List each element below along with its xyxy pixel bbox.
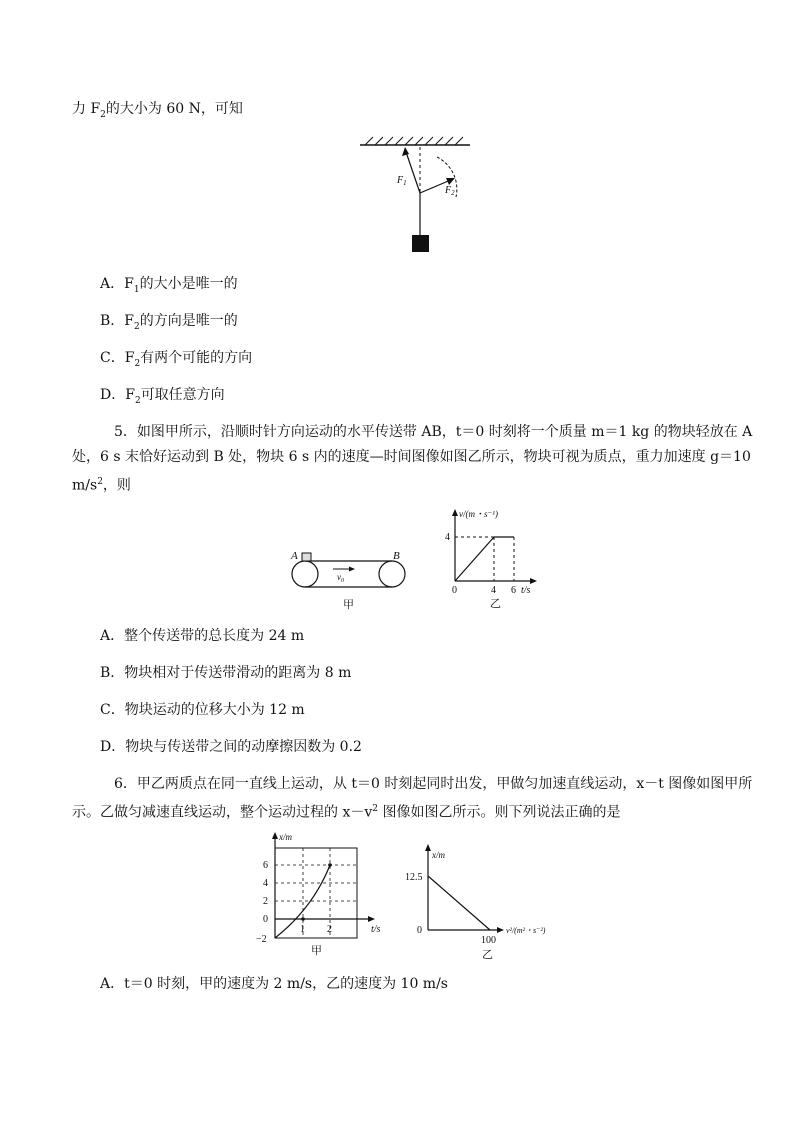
tick-0: 0 [263, 914, 268, 925]
tick-v4: 4 [445, 532, 450, 543]
f2-label: $F_2$ [445, 185, 455, 197]
point-t1 [301, 917, 305, 921]
q5-option-d: D．物块与传送带之间的动摩擦因数为 0.2 [100, 739, 362, 755]
caption-yi: 乙 [482, 949, 493, 961]
t-axis-arrow [368, 916, 375, 922]
q5-vt-graph [435, 505, 545, 612]
hanging-block [412, 235, 429, 252]
intro-line [72, 99, 243, 125]
ceiling-hatch [365, 137, 463, 145]
tick-12-5: 12.5 [405, 872, 423, 883]
t-axis-arrow [530, 578, 537, 584]
q6-line2: 示。乙做匀减速直线运动，整个运动过程的 $x-v^2$ 图像如图乙所示。则下列说法正确的是 [72, 804, 621, 821]
x-axis-arrow [272, 832, 278, 839]
tick-t1: 1 [300, 924, 305, 935]
q5-option-c: C．物块运动的位移大小为 12 m [100, 702, 305, 718]
t-axis-label: t/s [521, 585, 531, 596]
v0-arrowhead [349, 567, 355, 572]
label-a: A [291, 550, 298, 562]
block-on-belt [302, 553, 311, 561]
linear-segment [428, 876, 490, 930]
q6-line1: 6．甲乙两质点在同一直线上运动，从 t＝0 时刻起同时出发，甲做匀加速直线运动，x－t 图像如图甲所 [114, 776, 753, 792]
v2-axis-arrow [497, 927, 504, 933]
f1-vector [405, 149, 420, 193]
tick-neg2: −2 [256, 934, 267, 945]
v-axis-label: v/(m・s⁻¹) [459, 509, 498, 519]
q4-option-d: D．$F_2$可取任意方向 [100, 387, 225, 406]
caption-jia: 甲 [311, 945, 322, 957]
q5-belt-figure [285, 545, 415, 617]
caption-yi: 乙 [490, 598, 501, 610]
left-pulley [292, 561, 318, 587]
x-axis-label: x/m [432, 850, 445, 860]
q5-option-b: B．物块相对于传送带滑动的距离为 8 m [100, 665, 352, 681]
x-axis-arrow [425, 844, 431, 851]
tick-100: 100 [481, 935, 496, 946]
tick-origin: 0 [417, 925, 422, 936]
right-pulley [379, 561, 405, 587]
q6-option-a: A．t＝0 时刻，甲的速度为 2 m/s，乙的速度为 10 m/s [100, 976, 448, 992]
point-t2 [328, 863, 332, 867]
q4-option-a: A．$F_1$的大小是唯一的 [100, 276, 238, 295]
tick-t4: 4 [491, 585, 496, 596]
intro-suffix: 的大小为 60 N，可知 [105, 101, 243, 117]
tick-6: 6 [263, 860, 268, 871]
f1-label: $F_1$ [397, 175, 407, 187]
q5-line1: 5．如图甲所示，沿顺时针方向运动的水平传送带 AB，t＝0 时刻将一个质量 m＝1 kg 的物块轻放在 A [114, 424, 753, 440]
q4-force-diagram [355, 135, 475, 255]
label-b: B [393, 550, 400, 562]
intro-sub: 2 [100, 109, 106, 120]
accel-segment [455, 537, 494, 581]
q5-line2: 处，6 s 末恰好运动到 B 处，物块 6 s 内的速度—时间图像如图乙所示，物块可视为质点，重力加速度 g＝10 [72, 449, 751, 465]
q4-option-b: B．$F_2$的方向是唯一的 [100, 313, 238, 332]
tick-4: 4 [263, 878, 268, 889]
v2-axis-label: v²/(m²・s⁻²) [506, 926, 546, 935]
q5-line3: $m/s^2$，则 [72, 477, 131, 494]
x-axis-label: x/m [279, 832, 292, 842]
caption-jia: 甲 [343, 599, 354, 611]
q4-option-c: C．$F_2$有两个可能的方向 [100, 350, 253, 369]
tick-t6: 6 [511, 585, 516, 596]
q6-xv2-graph [405, 840, 585, 965]
tick-t2: 2 [327, 924, 332, 935]
tick-2: 2 [263, 896, 268, 907]
v-axis-arrow [452, 509, 458, 516]
v0-label: $v_0$ [337, 572, 344, 584]
tick-origin: 0 [452, 585, 457, 596]
f1-arrowhead [402, 147, 409, 156]
q6-xt-graph [253, 828, 393, 963]
q5-option-a: A．整个传送带的总长度为 24 m [100, 628, 305, 644]
t-axis-label: t/s [371, 924, 381, 935]
intro-prefix: 力 F [72, 101, 101, 117]
